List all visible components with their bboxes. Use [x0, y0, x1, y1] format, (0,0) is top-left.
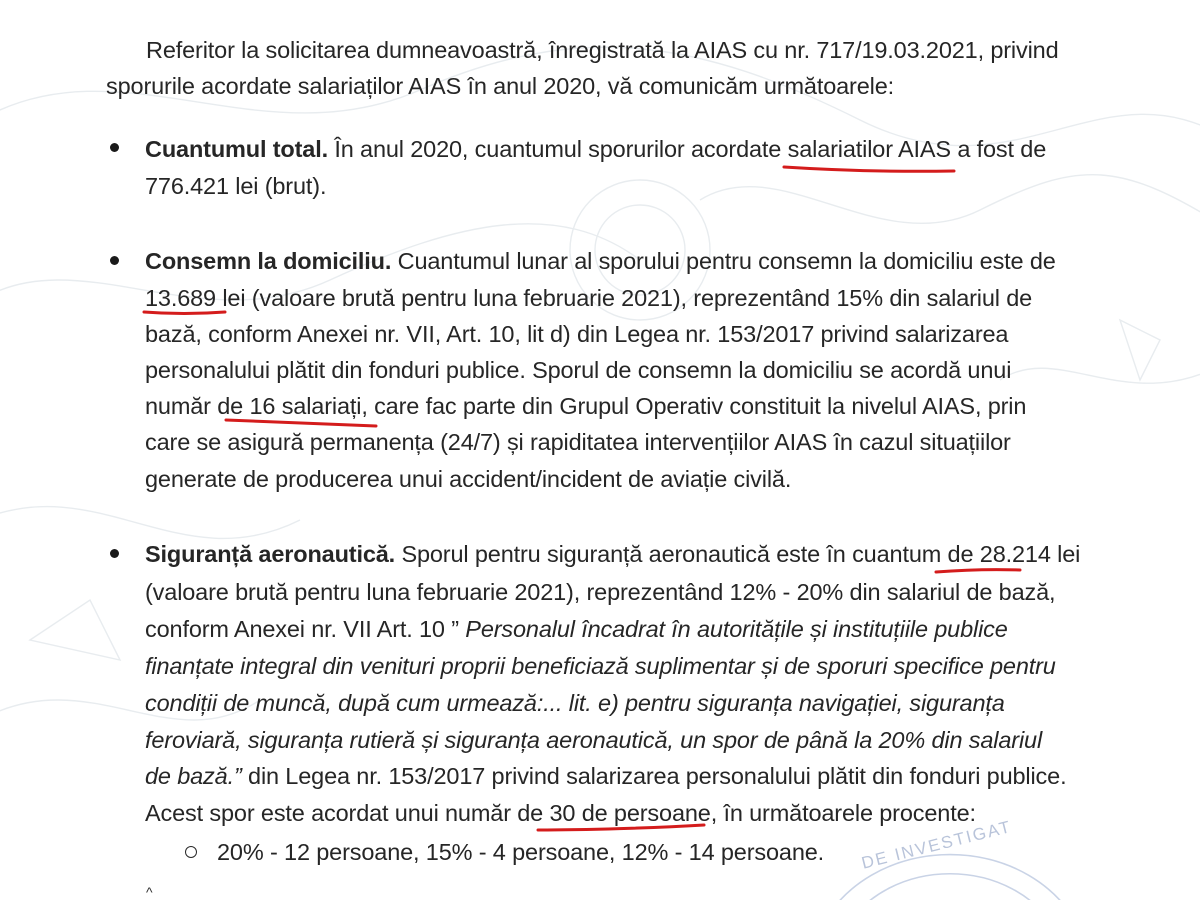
section-3-line-5: condiții de muncă, după cum urmează:... lit. e) pentru siguranța navigației, siguranța — [145, 690, 1005, 716]
section-3-text-1b: lei — [1050, 541, 1081, 567]
section-1-line-1 — [145, 135, 1046, 163]
section-3-line-8 — [145, 799, 976, 827]
section-3-text-1a: Sporul pentru siguranță aeronautică este în cuantum de — [395, 541, 974, 567]
section-1-text-a: În anul 2020, cuantumul sporurilor acordate — [327, 136, 782, 162]
section-2-line-1 — [145, 247, 1056, 275]
section-2-text-5a: număr de — [145, 393, 244, 419]
section-3-text-7: din Legea nr. 153/2017 privind salarizarea personalului plătit din fonduri publice. — [241, 763, 1067, 789]
section-3-line-3 — [145, 615, 1008, 643]
sub-bullet-circle — [185, 846, 197, 858]
section-2-amount: 13.689 — [145, 285, 216, 311]
section-3-title: Siguranță aeronautică. — [145, 541, 396, 567]
bullet-section-3 — [110, 549, 119, 558]
section-3-quote-start: Personalul încadrat în autoritățile și instituțiile publice — [465, 616, 1008, 642]
section-1-underlined: salariatilor AIAS — [781, 136, 951, 162]
section-3-amount: 28.214 — [973, 541, 1051, 567]
section-2-employees: 16 salariați — [243, 393, 362, 419]
section-3-text-3a: conform Anexei nr. VII Art. 10 ” — [145, 616, 466, 642]
section-2-title: Consemn la domiciliu. — [145, 248, 392, 274]
stamp-text: DE INVESTIGAT — [859, 817, 1014, 873]
section-3-persons: 30 de persoane — [543, 800, 711, 826]
section-1-title: Cuantumul total. — [145, 136, 328, 162]
section-3-text-8b: , în următoarele procente: — [710, 800, 976, 826]
section-2-line-6: care se asigură permanența (24/7) și rapiditatea intervențiilor AIAS în cazul situațiilor — [145, 429, 1011, 455]
section-3-quote-end: de bază.” — [145, 763, 242, 789]
section-3-line-2: (valoare brută pentru luna februarie 2021), reprezentând 12% - 20% din salariul de bază, — [145, 579, 1056, 605]
section-2-line-3: bază, conform Anexei nr. VII, Art. 10, lit d) din Legea nr. 153/2017 privind salarizarea — [145, 321, 1009, 347]
section-1-text-b: a fost de — [950, 136, 1047, 162]
section-2-text-5b: , care fac parte din Grupul Operativ constituit la nivelul AIAS, prin — [361, 393, 1027, 419]
section-3-line-1 — [145, 540, 1080, 568]
section-2-line-4: personalului plătit din fonduri publice. Sporul de consemn la domiciliu se acordă unui — [145, 357, 1012, 383]
section-3-sub-item: 20% - 12 persoane, 15% - 4 persoane, 12% - 14 persoane. — [217, 839, 825, 865]
stray-mark: ^ — [146, 884, 153, 900]
section-2-text-1: Cuantumul lunar al sporului pentru consemn la domiciliu este de — [391, 248, 1056, 274]
intro-line-2: sporurile acordate salariaților AIAS în anul 2020, vă comunicăm următoarele: — [106, 73, 895, 99]
bullet-section-2 — [110, 256, 119, 265]
bullet-section-1 — [110, 143, 119, 152]
section-2-text-2: lei (valoare brută pentru luna februarie 2021), reprezentând 15% din salariul de — [215, 285, 1033, 311]
section-3-line-6: feroviară, siguranța rutieră și siguranța aeronautică, un spor de până la 20% din salariul — [145, 727, 1043, 753]
section-3-line-7 — [145, 762, 1066, 790]
intro-line-1: Referitor la solicitarea dumneavoastră, înregistrată la AIAS cu nr. 717/19.03.2021, privind — [146, 37, 1059, 63]
section-2-line-5 — [145, 392, 1026, 420]
section-3-text-8a: Acest spor este acordat unui număr de — [145, 800, 544, 826]
section-1-line-2: 776.421 lei (brut). — [145, 173, 327, 199]
section-3-line-4: finanțate integral din venituri proprii beneficiază suplimentar și de sporuri specifice pentru — [145, 653, 1056, 679]
section-2-line-2 — [145, 284, 1032, 312]
section-2-line-7: generate de producerea unui accident/incident de aviație civilă. — [145, 466, 792, 492]
